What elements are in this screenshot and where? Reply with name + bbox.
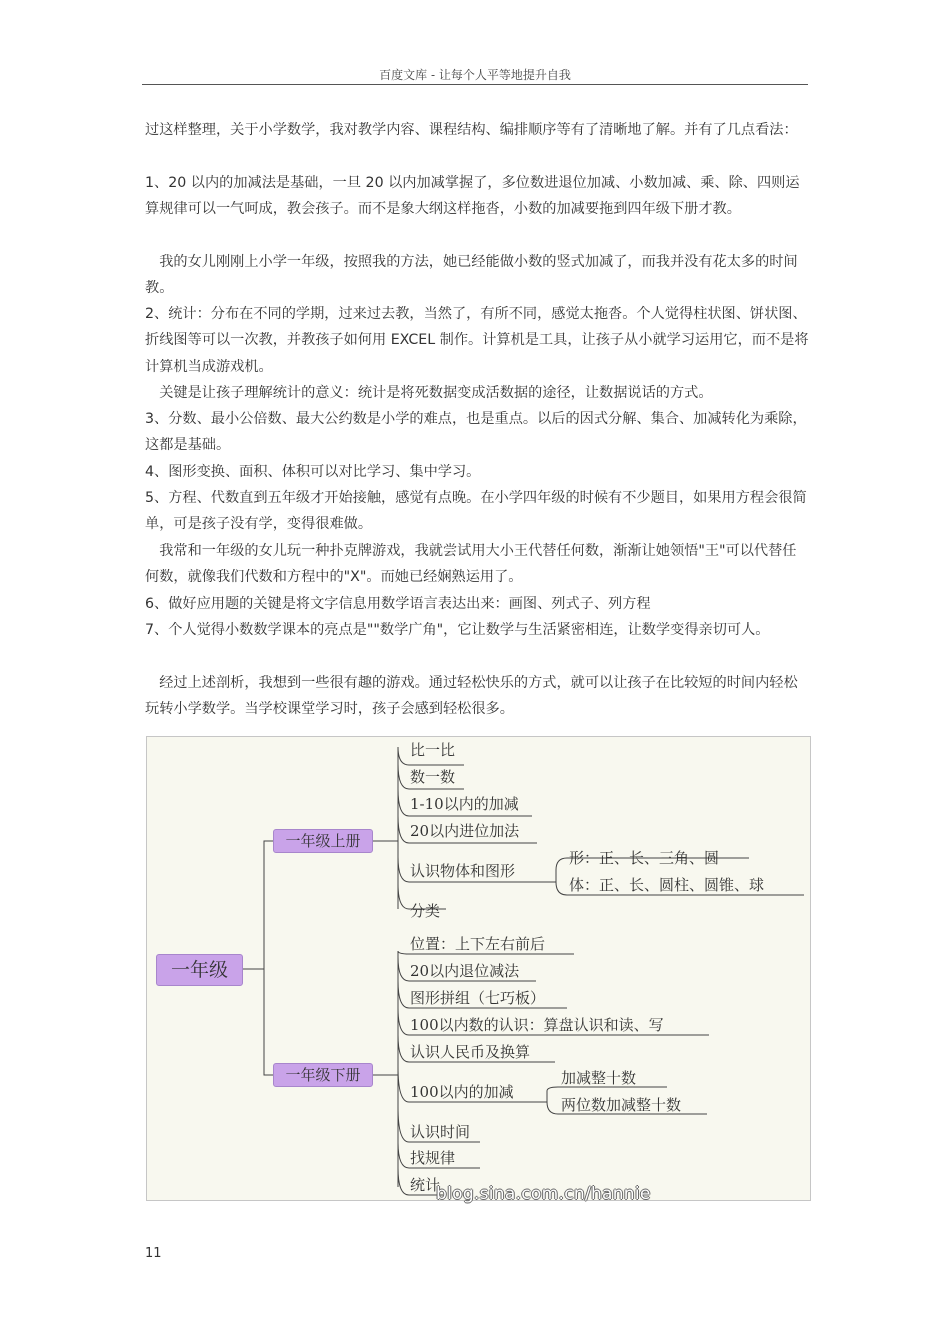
paragraph-point-3: 3、分数、最小公倍数、最大公约数是小学的难点，也是重点。以后的因式分解、集合、加减转化为乘除，这都是基础。 <box>145 411 807 454</box>
paragraph-conclusion: 经过上述剖析，我想到一些很有趣的游戏。通过轻松快乐的方式，就可以让孩子在比较短的时间内轻松玩转小学数学。当学校课堂学习时，孩子会感到轻松很多。 <box>145 675 798 718</box>
header-divider <box>142 84 808 85</box>
mindmap-topic-node: 找规律 <box>410 1149 456 1167</box>
mindmap-topic-node: 认识人民币及换算 <box>410 1043 531 1061</box>
mindmap-subtopic-node: 体：正、长、圆柱、圆锥、球 <box>569 876 765 894</box>
paragraph-point-5: 5、方程、代数直到五年级才开始接触，感觉有点晚。在小学四年级的时候有不少题目，如果用方程会很简单，可是孩子没有学，变得很难做。 <box>145 490 807 533</box>
image-watermark: blog.sina.com.cn/hannie <box>436 1184 651 1204</box>
paragraph-point-7: 7、个人觉得小数数学课本的亮点是""数学广角"，它让数学与生活紧密相连，让数学变得亲切可人。 <box>145 622 770 638</box>
paragraph-point-1: 1、20 以内的加减法是基础，一旦 20 以内加减掌握了，多位数进退位加减、小数加减、乘、除、四则运算规律可以一气呵成，教会孩子。而不是象大纲这样拖沓，小数的加减要拖到四年级下册才教。 <box>145 175 800 218</box>
mindmap-topic-node: 比一比 <box>410 741 456 759</box>
paragraph-point-4: 4、图形变换、面积、体积可以对比学习、集中学习。 <box>145 464 481 480</box>
mindmap-topic-node: 统计 <box>410 1176 441 1194</box>
mindmap-topic-node: 100以内数的认识：算盘认识和读、写 <box>410 1016 664 1034</box>
mindmap-topic-node: 位置：上下左右前后 <box>410 935 546 953</box>
mindmap-image <box>146 736 811 1201</box>
mindmap-topic-node: 分类 <box>410 902 441 920</box>
mindmap-lower-semester-node: 一年级下册 <box>273 1063 373 1087</box>
mindmap-topic-node: 20以内退位减法 <box>410 962 520 980</box>
mindmap-upper-semester-node: 一年级上册 <box>273 829 373 853</box>
mindmap-subtopic-node: 形：正、长、三角、圆 <box>569 849 720 867</box>
paragraph-poker-game: 我常和一年级的女儿玩一种扑克牌游戏，我就尝试用大小王代替任何数，渐渐让她领悟"王"可以代替任何数，就像我们代数和方程中的"X"。而她已经娴熟运用了。 <box>145 543 797 586</box>
mindmap-topic-node: 图形拼组（七巧板） <box>410 989 546 1007</box>
paragraph-intro: 过这样整理，关于小学数学，我对教学内容、课程结构、编排顺序等有了清晰地了解。并有了几点看法： <box>145 122 798 138</box>
page-header: 百度文库 - 让每个人平等地提升自我 <box>379 68 571 82</box>
mindmap-subtopic-node: 加减整十数 <box>561 1069 637 1087</box>
mindmap-topic-node: 20以内进位加法 <box>410 822 520 840</box>
mindmap-topic-node: 认识物体和图形 <box>410 862 516 880</box>
mindmap-topic-node: 数一数 <box>410 768 456 786</box>
paragraph-point-2: 2、统计：分布在不同的学期，过来过去教，当然了，有所不同，感觉太拖沓。个人觉得柱状图、饼状图、折线图等可以一次教，并教孩子如何用 EXCEL 制作。计算机是工具，让孩子从小就学习运用它，而不是将计算机当成游戏机。 <box>145 306 809 375</box>
mindmap-root-node: 一年级 <box>156 954 243 986</box>
mindmap-topic-node: 100以内的加减 <box>410 1083 514 1101</box>
paragraph-point-6: 6、做好应用题的关键是将文字信息用数学语言表达出来：画图、列式子、列方程 <box>145 596 651 612</box>
page-number: 11 <box>145 1246 162 1261</box>
mindmap-subtopic-node: 两位数加减整十数 <box>561 1096 682 1114</box>
paragraph-statistics-key: 关键是让孩子理解统计的意义：统计是将死数据变成活数据的途径，让数据说话的方式。 <box>159 385 713 401</box>
mindmap-topic-node: 认识时间 <box>410 1123 471 1141</box>
paragraph-daughter-decimals: 我的女儿刚刚上小学一年级，按照我的方法，她已经能做小数的竖式加减了，而我并没有花太多的时间教。 <box>145 254 798 297</box>
mindmap-topic-node: 1-10以内的加减 <box>410 795 519 813</box>
